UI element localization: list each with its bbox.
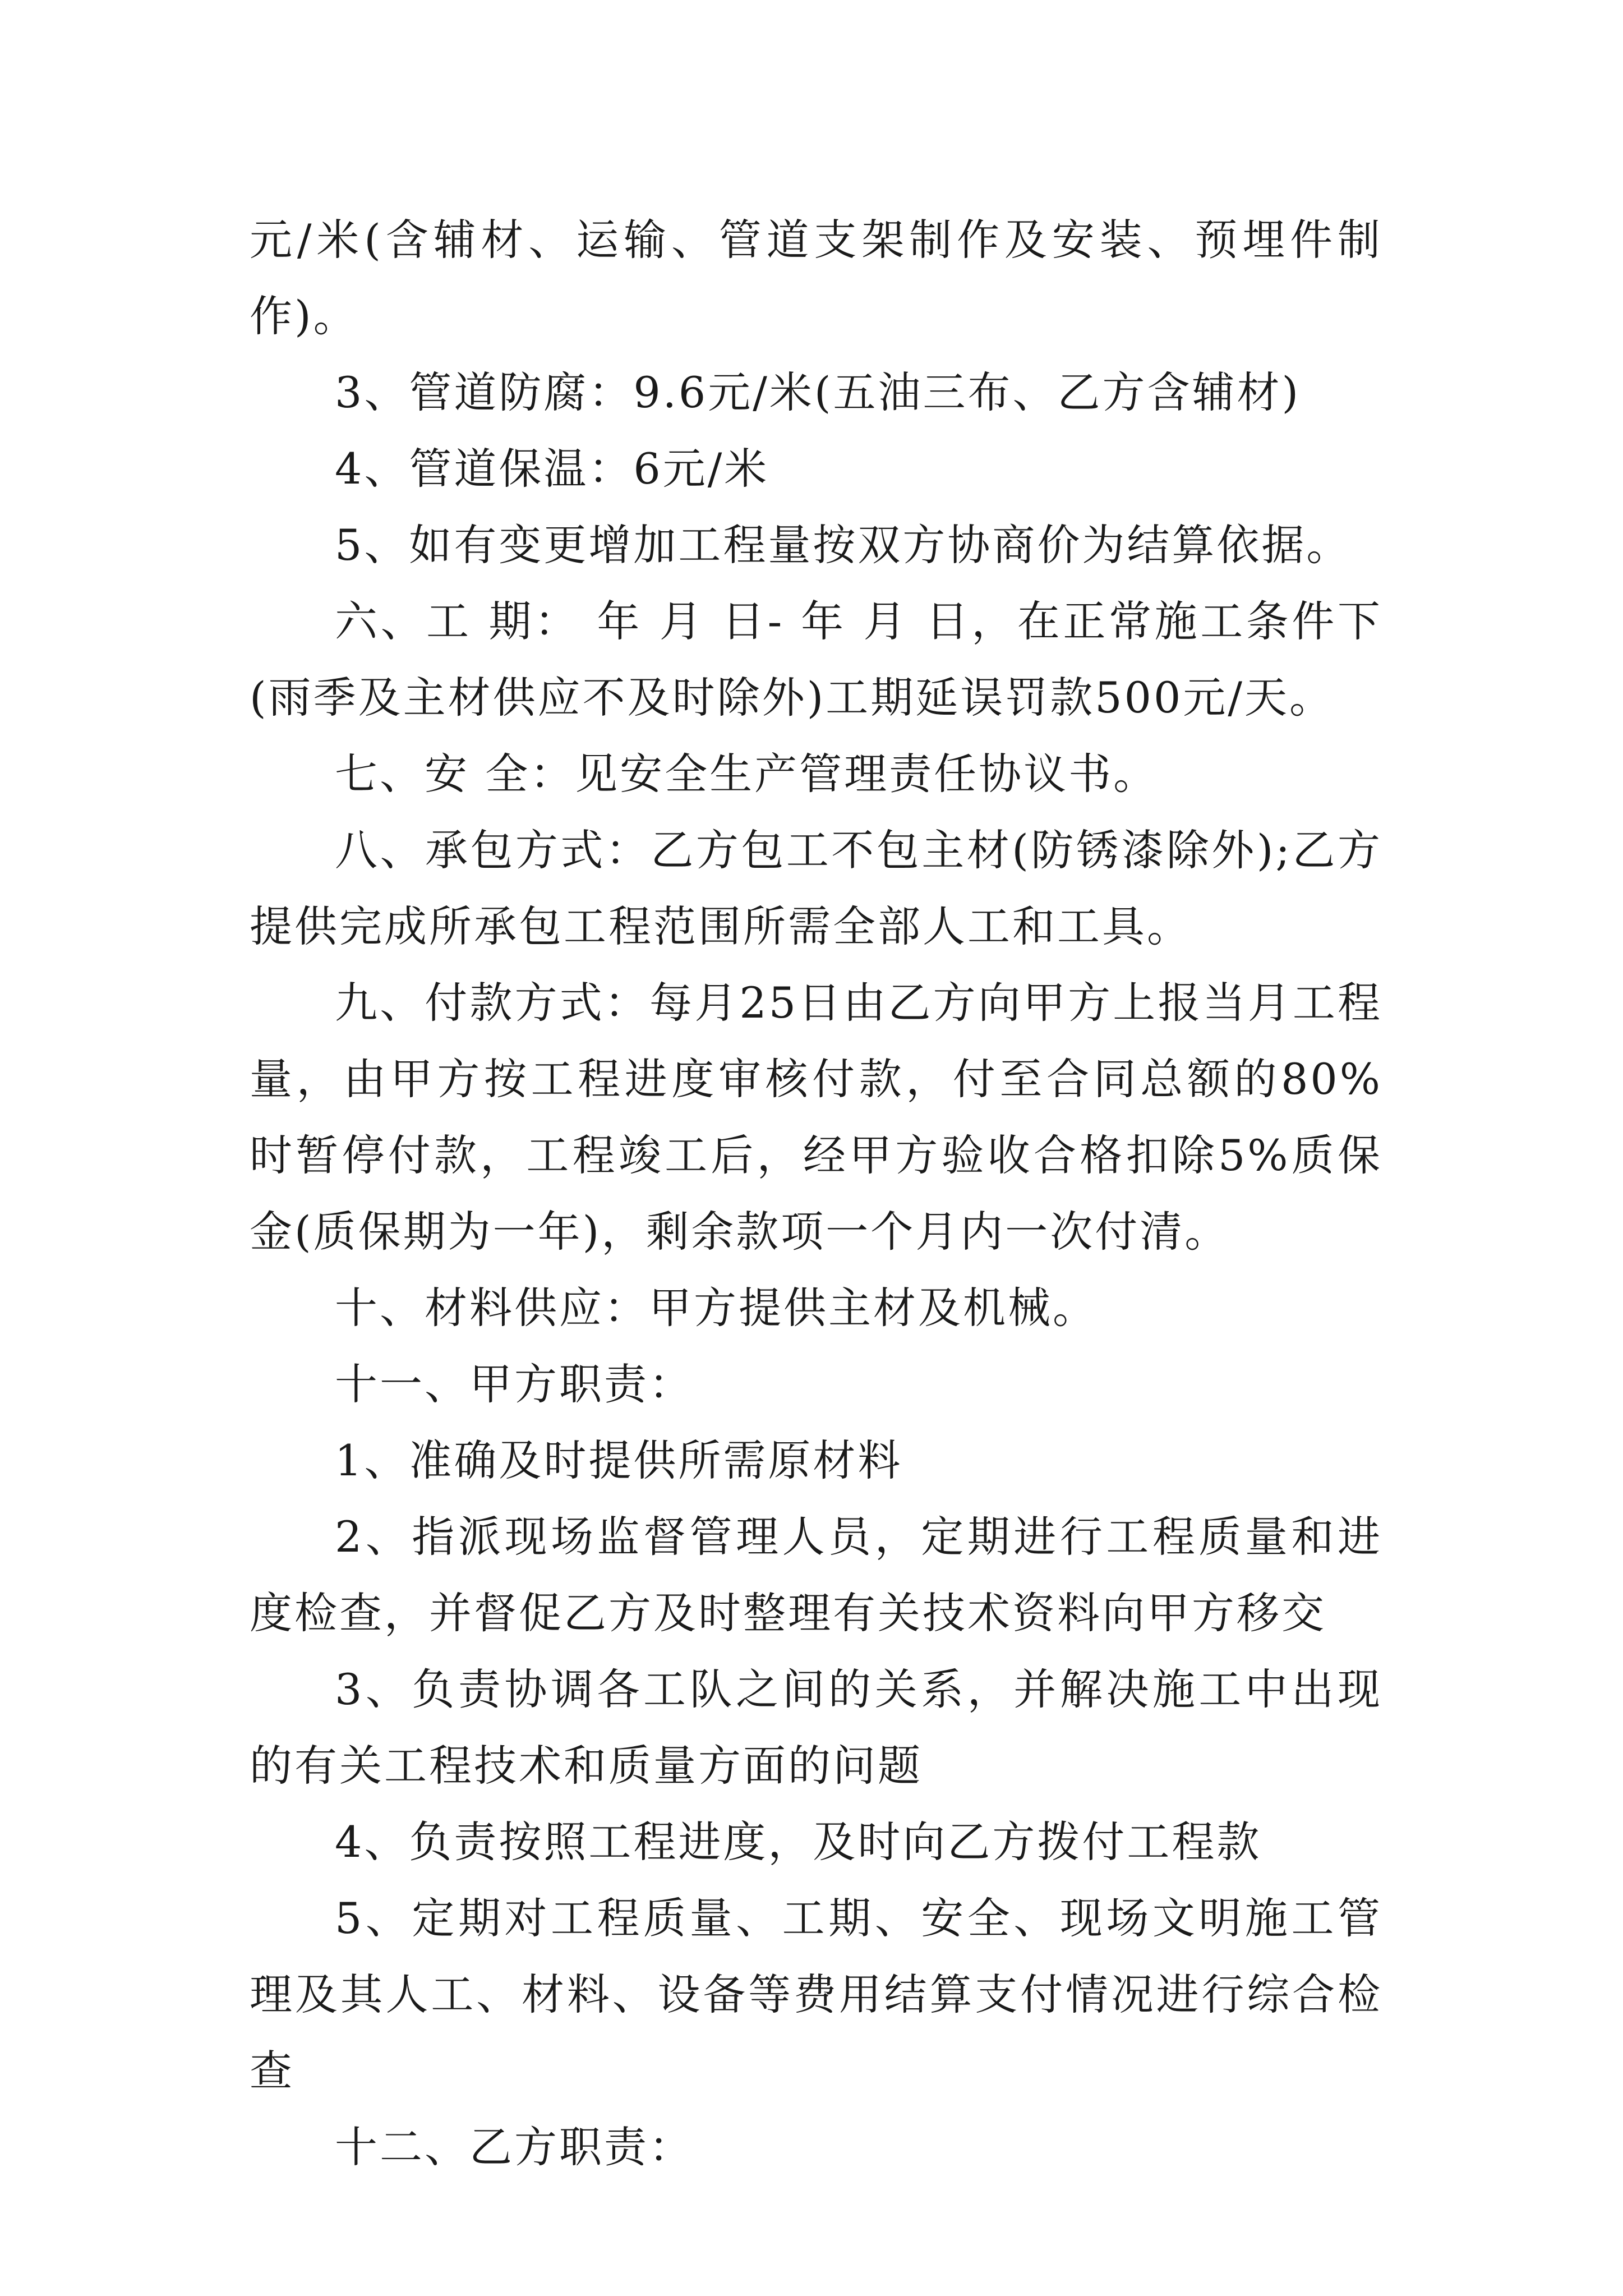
paragraph: 元/米(含辅材、运输、管道支架制作及安装、预埋件制作)。 <box>250 215 1382 341</box>
list-item: 1、准确及时提供所需原材料 <box>335 1435 903 1485</box>
paragraph: 六、工 期： 年 月 日- 年 月 日，在正常施工条件下(雨季及主材供应不及时除外)工期延误罚款500元/天。 <box>250 596 1382 723</box>
paragraph: 十、材料供应：甲方提供主材及机械。 <box>335 1283 1098 1333</box>
section-heading: 十一、甲方职责： <box>335 1359 694 1409</box>
paragraph: 3、管道防腐：9.6元/米(五油三布、乙方含辅材) <box>335 367 1301 417</box>
paragraph: 5、如有变更增加工程量按双方协商价为结算依据。 <box>335 520 1352 570</box>
section-heading: 十二、乙方职责： <box>335 2122 694 2172</box>
paragraph: 九、付款方式：每月25日由乙方向甲方上报当月工程量，由甲方按工程进度审核付款，付至合同总额的80%时暂停付款，工程竣工后，经甲方验收合格扣除5%质保金(质保期为一年)，剩余款项一个月内一次付清。 <box>250 978 1382 1257</box>
list-item: 3、负责协调各工队之间的关系，并解决施工中出现的有关工程技术和质量方面的问题 <box>250 1664 1382 1791</box>
list-item: 2、指派现场监督管理人员，定期进行工程质量和进度检查，并督促乙方及时整理有关技术资料向甲方移交 <box>250 1512 1382 1638</box>
list-item: 5、定期对工程质量、工期、安全、现场文明施工管理及其人工、材料、设备等费用结算支付情况进行综合检查 <box>250 1893 1382 2096</box>
list-item: 4、负责按照工程进度，及时向乙方拨付工程款 <box>335 1817 1262 1867</box>
paragraph: 七、安 全：见安全生产管理责任协议书。 <box>335 749 1159 799</box>
paragraph: 八、承包方式：乙方包工不包主材(防锈漆除外);乙方提供完成所承包工程范围所需全部人工和工具。 <box>250 825 1382 951</box>
paragraph: 4、管道保温：6元/米 <box>335 444 769 494</box>
document-body <box>250 202 1382 2185</box>
